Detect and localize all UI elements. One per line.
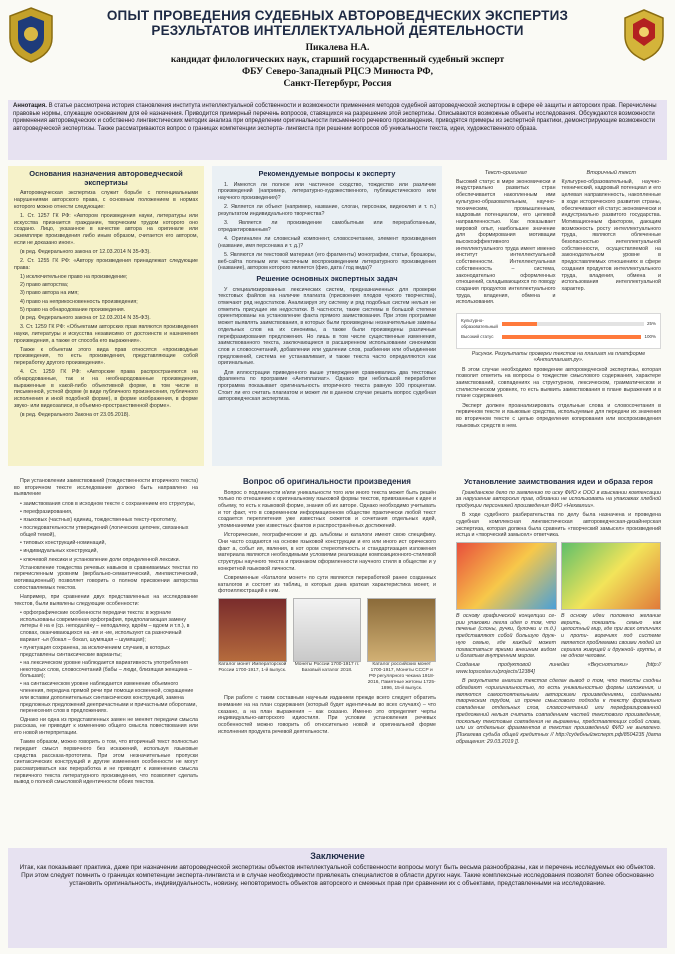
legal-basis-section (8, 166, 204, 466)
paragraph: Современные «Каталоги монет» по сути являются переработкой ранее созданных каталогов и состоят из таблиц, в которых дана краткая характеристика монет, и фотоиллюстраций к ним. (218, 575, 436, 595)
original-text: Высокий статус в мире экономически и индустриально развитых стран обеспечивается накопленным ими культурно-образовательным, научно-техническим, промышленным, кадровым потенциалом, его целевой направленностью. Как показывает мировой опыт, наибольшее значение для формирования мотивации высокоэффективного интеллектуального труда имеет именно институт интеллектуальной собственности. Интеллектуальная собственность – система, законодательно оформленных отношений, складывающихся по поводу создания продуктов интеллектуального труда, владения, обмена и использования. (456, 178, 556, 306)
paragraph: Автороведческая экспертиза служит борьбе с потенциальными нарушениями авторского права, с основным положением в нормах которого можно отнести следующие: (14, 190, 198, 210)
ministry-emblem-icon (619, 6, 669, 64)
original-text-label: Текст-оригинал (484, 170, 527, 176)
list-item: • индивидуальных конструкций, (20, 548, 98, 555)
author-degree: кандидат филологических наук, старший государственный судебный эксперт (170, 55, 505, 65)
paragraph: (в ред. Федерального закона от 12.03.2014 N 35-ФЗ). (20, 248, 151, 255)
abstract-label: Аннотация. (13, 103, 47, 109)
catalog-cover-image (367, 598, 436, 662)
catalog-cover-image (293, 598, 362, 662)
paragraph: При установлении заимствований (тождественности вторичного текста) во вторичном тексте исследование должно быть направлено на выявление (14, 478, 198, 498)
university-emblem-icon (6, 6, 56, 64)
paragraph: В ходе судебного разбирательства по делу была назначена и проведена судебная комплексная лингвистическая автороведческая-дизайнерская экспертиза, которая должна была сравнить «творческий замысел» произведений истца и «творческий замысел» ответчика. (456, 512, 661, 539)
list-item: • языковых (частных) единиц, тождественных тексту-прототипу, (20, 517, 177, 524)
author-block (70, 42, 605, 90)
author-city: Санкт-Петербург, Россия (283, 79, 392, 89)
list-item: • перефразирования, (20, 508, 73, 515)
paragraph: Установление тождества речевых навыков в сравниваемых текстах по перечисленным уровням (вербально-семантический, лингвистический, мотивационный) позволяет говорить о полном присвоении авторства сопоставляемых текстов. (14, 564, 198, 591)
paragraph: При работе с таким составным научным изданием прежде всего следует обратить внимание на на план содержания (который будет идентичным во всех случаях) – что сказано, а на план выражения – как сказано. Именно это определяет черты индивидуально-авторского идиостиля. При условии установления речевых особенностей можно говорить об относительно новой и оригинальной форме исполнения продукта речевой деятельности. (218, 695, 436, 735)
idea-borrowing-section (450, 474, 667, 842)
list-item: • заимствования слов в исходном тексте с сохранением его структуры, (20, 500, 196, 507)
paragraph: В этом случае необходимо проведение автороведческой экспертизы, которая позволит ответить на вопросы о тождестве смыслового содержания, характере заимствований, совпадениях на структурном, лексическом, грамматическом и стилистическом уровнях, то есть выявить заимствования в плане выражения и в плане содержания. (456, 366, 661, 400)
list-item: • на лексическом уровне наблюдается вариативность употребления некоторых слов, словосочетаний (бабы – люди, близящая женщина – большая); (20, 659, 193, 680)
originality-heading: Вопрос об оригинальности произведения (243, 477, 411, 486)
list-item: 4) право на неприкосновенность произведения; (20, 298, 138, 305)
paragraph: 4. Ст. 1259 ГК РФ: «Авторские права распространяются на обнародованные, так и на необнародованные произведения, выраженные в какой-либо объективной форме, в том числе в письменной, устной форме (в виде публичного произнесения, публичного исполнения и иной подобной форме), в форме изображения, в форме звуко- или видеозаписи, в объемно-пространственной форме». (14, 369, 198, 409)
paragraph: Например, при сравнении двух представленных на исследование текстов, были выявлены следующие особенности: (14, 594, 198, 607)
paragraph: 2. Ст. 1255 ГК РФ: «Автору произведения принадлежат следующие права: (14, 258, 198, 271)
text-comparison-section (450, 166, 667, 466)
catalog-caption: Каталог российских монет 1700-1917, Монеты СССР и РФ регулярного чекана 1918-2016, Памятные жетоны 1725-1896, 15-й выпуск. (367, 662, 436, 692)
author-organization: ФБУ Северо-Западный РЦСЭ Минюста РФ, (242, 67, 433, 77)
packaging-caption: В основу идеи положено желание верить, показать семью как целостный мир, где при всех отличиях и проти- воречиях под системе является проблемами своими людей из сериала живущей и дружной- группы, в не одном человек. (561, 613, 661, 660)
tasks-heading: Решение основных экспертных задач (256, 274, 398, 284)
header (0, 0, 675, 98)
title-line-2: РЕЗУЛЬТАТОВ ИНТЕЛЛЕКТУАЛЬНОЙ ДЕЯТЕЛЬНОСТИ (151, 23, 524, 38)
packaging-photo-image (456, 542, 557, 610)
secondary-text: Культурно-образовательный, научно-технический, кадровый потенциал и его целевая направленность, накопленные в ходе исторического развития страны, обеспечивают ей статус экономически и индустриально развитого государства. Мотивационным фактором, дающим возможность росту интеллектуального труда, являются облеченные безопасностью интеллектуальной собственности, осуществляемой на законодательном уровне в предоставляемых отношениях в сфере создания продуктов интеллектуального труда, владения, обмена и использования интеллектуальной характер. (561, 178, 661, 292)
paragraph: (в ред. Федерального Закона от 23.05.2018). (20, 412, 130, 419)
packaging-photo-image (561, 542, 662, 610)
borrowing-analysis-section (8, 474, 204, 842)
coin-catalogs (218, 598, 436, 692)
conclusion-section (8, 848, 667, 948)
check-row-label: Культурно-образовательный (461, 317, 498, 330)
check-bar-fill (502, 335, 641, 339)
check-row-label: Высокий статус (461, 333, 494, 339)
question-item: 1. Имеются ли полное или частичное сходство, тождество или различие произведений (например, литературно-художественного, публицистического или научного произведения)? (218, 181, 436, 201)
list-item: 2) право авторства; (20, 282, 69, 289)
check-row (461, 334, 656, 341)
list-item: • пунктуация сохранена, за исключением случаев, в которых представлены синтаксические варианты; (20, 644, 170, 658)
legal-basis-heading: Основания назначения автороведческой экспертизы (29, 169, 183, 187)
packaging-caption: В основу графической концепции се- рии упаковки легла идея о том, что печенье (слоны, ручки, булочки и т.д.) представляют собой большую друж- ную семью, где каждый может похвастаться яркими внешним видом и богатым внутренним миром. (456, 613, 556, 660)
paragraph: Исторические, географические и др. альбомы и каталоги имеют свою специфику. Они часто создаются на основе языковой конструкции и его или иного ист орического факт а, событ ия, явления, в кот ором стереотипность и стандартизация изложения материала являются необходимыми условиями реализации композиционного-стилевой структуры научного текста и признаком оформленности научного стиля в обществе и у конкретной языковой личности. (218, 532, 436, 572)
paragraph: Вопрос о подлинности и/или уникальности того или иного текста может быть решён только по отношению к оригинальному языковой формы текстов, привязанные к идее и объему, то есть к языковой форме, знания об их авторе. Однако необходимо учитывать и тот факт, что в современном информационном обществе практически любой текст создается переплетения уже известных сюжетов и сочетания отдельных идей, упоминаниями уже известных фактов и распространённых достижений. (218, 489, 436, 530)
list-item: 5) право на обнародование произведения. (20, 306, 126, 313)
paragraph: В результате анализа текстов сделан вывод о том, что тексты сходны обладают «оригинальностью, по есть уникальностью формы изложения, и являются самостоятельными авторскими произведениями, созданными творческим трудом, из прочее смыслового подхода к тексту формально совпадение отдельных слов, словосочетаний или перефразированной предложений нельзя считать совпадением частей текстового произведения, поскольку текстовые совпадения не выражены, представляющих собой слова, или их отдельных фрагментов в текстах произведений ФИО не выявлено. [Пикалева судьба общей кредитных // http://судебныйэксперт.рф/8504235 [дата обращения: 29.03.2019 ]]. (456, 678, 661, 745)
list-item: 3) право автора на имя; (20, 290, 79, 297)
catalog-item (218, 598, 287, 692)
catalog-caption: Каталог монет Императорской России 1700-1917, 1-й выпуск. (218, 662, 287, 674)
original-text-column (456, 170, 556, 309)
paragraph: Гражданское дело по заявлению по иску ФИО к ООО в взыскании компенсации за нарушение авторских прав, обязании не использовать на упаковках хлебной продукции персонажей произведения ФИО «Нехвалии». (456, 489, 661, 509)
catalog-item (367, 598, 436, 692)
paragraph: (в ред. Федерального закона от 12.03.2014 N 35-ФЗ). (20, 314, 151, 321)
check-bar-fill (502, 322, 537, 326)
paragraph: Для иллюстрации приведенного выше утверждения сравнивались два текстовых фрагмента по программе «Антиплагиат». Однако при небольшой переработке программа показывает оригинальность вторичного текста равную 100 процентам. Стоит ли его считать плагиатом и может ли в данном случае решить вопрос судебная автороведческая экспертиза. (218, 369, 436, 403)
packaging-captions (456, 613, 661, 662)
catalog-caption: Монеты России 1700-1917 гг. Базовый каталог 2018. (294, 662, 360, 674)
list-item: 1) исключительное право на произведение; (20, 273, 128, 280)
paragraph: Однако ни одна из представленных замен не меняет передачи смысла рассказа, не приводит к изменению общего смысла повествования или его новой интерпретации. (14, 716, 198, 736)
paragraph: Также к объектам этого вида прав относятся «производные произведения, то есть произведения, представляющие собой переработку другого произведения». (14, 346, 198, 367)
expert-questions-section (212, 166, 442, 466)
list-item: • орфографические особенности передачи текста: в журнале использованы современная орфография, предполагающая замену литеры ё на е (ср. неподалёку – неподалеку, вдоём – вдоем и т.п.), в словах, оканчивающихся на -ия и -ие, используют са разночиный вариант -ья (бокал – бокал, шумящая – шумящая); (20, 609, 190, 643)
catalog-cover-image (218, 598, 287, 662)
paragraph: 1. Ст. 1257 ГК РФ: «Автором произведения науки, литературы или искусства признается гражданин, творческим трудом которого оно создано. Лицо, указанное в качестве автора на оригинале или экземпляре произведения либо иным образом, считается его автором, если не доказано иное». (14, 212, 198, 246)
question-item: 4. Оригинален ли словесный компонент, словосочетание, элемент произведения (название, имя персонажа и т. д.)? (218, 236, 436, 249)
check-row-value: 100% (644, 333, 656, 339)
check-row (461, 318, 656, 331)
expert-questions-heading: Рекомендуемые вопросы к эксперту (258, 169, 396, 178)
source-link: Создание продуктовой линейки «Вкуснотитки» [http:// www.topsostav.ru/projects/12384] (456, 662, 661, 676)
text-comparison (456, 170, 661, 309)
list-item: • ключевой лексики и установление доли определенной лексики. (20, 556, 181, 563)
abstract-text: В статье рассмотрена история становления института интеллектуальной собственности и возможности применения методов судебной автороведческой экспертизы в сфере её защиты и авторских прав. Перечислены правовые нормы, служащие основанием для её назначения. Приводится примерный перечень вопросов, ставящихся на разрешение этой экспертизы. Описываются возможные объекты исследования. Обсуждаются возможности применения автороведческих и собственно лингвистических методик анализа при определении оригинальности письменного речевого произведения, приводятся примеры из экспертной практики, демонстрирующие возможности автороведческой экспертизы. Также рассматриваются вопрос о границах компетенции эксперта- лингвиста при решении вопросов об уникальности текста, идеи, художественного образа. (13, 103, 657, 132)
list-item: • типовых конструкций-номинаций, (20, 540, 106, 547)
author-name: Пикалева Н.А. (305, 43, 370, 53)
check-bar (502, 335, 641, 339)
paragraph: 3. Ст. 1259 ГК РФ: «Объектами авторских прав являются произведения науки, литературы и искусства независимо от достоинств и назначения произведения, а также от способа его выражения». (14, 324, 198, 344)
secondary-text-label: Вторичный текст (586, 170, 636, 176)
conclusion-text: Итак, как показывает практика, даже при назначении автороведческой экспертизы объектов интеллектуальной собственности вопросы могут быть весьма разнообразны, как и перечень исследуемых ею объектов. При этом следует помнить о границах компетенции эксперта-лингвиста и в случае необходимости привлекать специалистов в области других наук. Такие комплексные исследования позволят более обоснованно установить оригинальность, индивидуальность, новизну, неповторимость объектов авторского и смежных прав при сравнении их с объектами, представленными на исследование. (19, 863, 656, 887)
list-item: • последовательности утверждений (логических цепочек, связанных общей темой), (20, 525, 189, 538)
secondary-text-column (562, 170, 662, 309)
paragraph: Эксперт должен проанализировать отдельные слова и словосочетания в первичном тексте и языковые средства, используемые для передачи их значения во вторичном тексте с целью определения копирования или воспроизведения языковых средств в нем. (456, 402, 661, 429)
question-item: 2. Является ли объект (например, название, слоган, персонаж, видеоклип и т. п.) результатом индивидуального творчества? (218, 204, 436, 217)
list-item: • на синтаксическом уровне наблюдается изменение объемного членения, передача прямой речи при помощи косвенной, сокращение или вставки дополнительных синтаксических конструкций, замена предложных предложений деепричастными и причастными оборотами, перенесения слов в предложениях. (20, 681, 197, 715)
originality-section (212, 474, 442, 842)
check-row-value: 25% (646, 320, 656, 326)
paragraph: Таким образом, можно говорить о том, что вторичный текст полностью передает смысл первичного без искажений, используя языковые средства рассказа-прототипа. При этом незначительные пропуски синтаксических конструкций и другие изменения особенности не могут рассматриваться как переработка и не приводят к изменению смысла первичного текста литературного произведения, что позволяет сделать вывод о полной смысловой идентичности обоих текстов. (14, 739, 198, 786)
poster-title (70, 8, 605, 38)
abstract (8, 100, 667, 160)
title-line-1: ОПЫТ ПРОВЕДЕНИЯ СУДЕБНЫХ АВТОРОВЕДЧЕСКИХ ЭКСПЕРТИЗ (106, 8, 569, 23)
check-bar (502, 322, 644, 326)
packaging-photos (456, 542, 661, 610)
figure-caption: Рисунок. Результаты проверки текстов на плагиат на платформе «Антиплагиат.ру». (471, 350, 646, 364)
idea-borrowing-heading: Установление заимствования идеи и образа героя (464, 477, 653, 486)
plagiarism-check-figure (456, 313, 661, 349)
question-item: 3. Является ли произведение самобытным или переработанным, отредактированным? (218, 220, 436, 233)
conclusion-heading: Заключение (310, 851, 365, 861)
paragraph: У специализированных лексических систем, предназначенных для проверки текстовых файлов на наличие плагиата (присвоения плодов чужого творчества), отмечают ряд недостатков. Анализируя эту систему и ряд подобных систем нельзя не отметить присущие им недостатки. В частности, такие системы в большой степени ориентированы на установление факта прямого заимствования. При этом программе может выявлять заимствования, в которых были произведены незначительные замены отдельных слов на их синонимы, а также были произведены различные перефразирования предложения. Но лишь в том числе существенные изменения, заимствованного текста, заключающиеся в расширенном использовании синонимов слов и словосочетаний, добавлении или удалении слов, разбиении или объединении предложений, система не устанавливает, и также текста часто определяются как оригинальные. (218, 286, 436, 367)
catalog-item (293, 598, 362, 692)
question-item: 5. Являются ли текстовой материал (его фрагменты) монографии, статьи, брошюры, веб-сайта полным или частичным воспроизведением литературного произведения (название), автором которого является (фио, дата / год вида)? (218, 251, 436, 272)
